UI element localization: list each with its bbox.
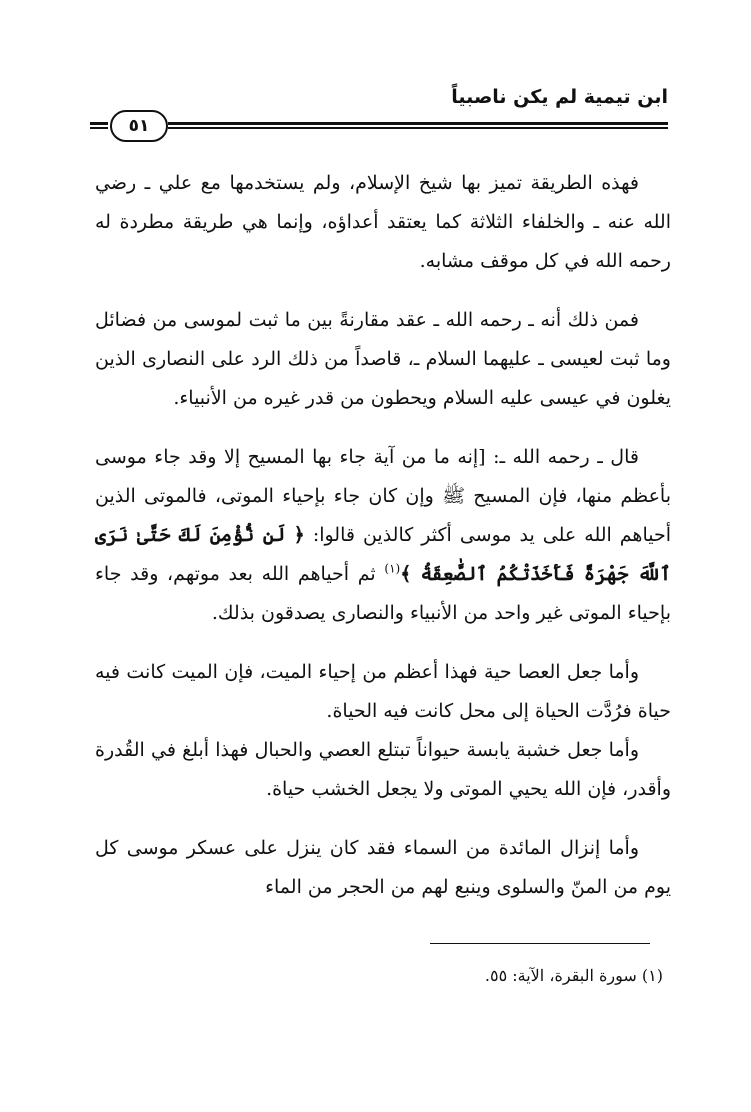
page-header [90,82,668,142]
footnote-marker: (١) [384,561,401,576]
header-rule-thin [168,127,668,129]
quote-intro: قال ـ رحمه الله ـ: [إنه ما من آية جاء بها المسيح إلا وقد جاء موسى بأعظم منها، فإن المسيح ﷺ وإن كان جاء بإحياء الموتى، فالموتى الذين أحياهم الله على يد موسى أكثر كالذين قالوا: [95,446,672,546]
footnote: (١) سورة البقرة، الآية: ٥٥. [484,966,663,985]
paragraph-2: فمن ذلك أنه ـ رحمه الله ـ عقد مقارنةً بين ما ثبت لموسى من فضائل وما ثبت لعيسى ـ عليهما السلام ـ، قاصداً من ذلك الرد على النصارى الذين يغلون في عيسى عليه السلام ويحطون من قدر غيره من الأنبياء. [95,309,671,409]
paragraph-3 [95,438,671,633]
header-rule-left-thin [90,127,108,129]
running-title: ابن تيمية لم يكن ناصبياً [451,86,668,108]
paragraph-1: فهذه الطريقة تميز بها شيخ الإسلام، ولم يستخدمها مع علي ـ رضي الله عنه ـ والخلفاء الثلاثة كما يعتقد أعداؤه، وإنما هي طريقة مطردة له رحمه الله في كل موقف مشابه. [95,172,671,272]
main-text [95,164,671,927]
footnote-separator [430,943,650,944]
page-number: ٥١ [110,110,168,142]
paragraph-5: وأما جعل خشبة يابسة حيواناً تبتلع العصي والحبال فهذا أبلغ في القُدرة وأقدر، فإن الله يحيي الموتى ولا يجعل الخشب حياة. [95,739,671,800]
quran-verse: ﴿ لَن نُّؤْمِنَ لَكَ حَتَّىٰ نَرَى ٱللَّهَ جَهْرَةً فَأَخَذَتْكُمُ ٱلصَّٰعِقَةُ ﴾ [95,524,671,585]
paragraph-6: وأما إنزال المائدة من السماء فقد كان ينزل على عسكر موسى كل يوم من المنّ والسلوى وينبع لهم من الحجر من الماء [95,837,671,898]
quote-continuation: ثم أحياهم الله بعد موتهم، وقد جاء بإحياء الموتى غير واحد من الأنبياء والنصارى يصدقون بذلك. [95,563,671,624]
header-rule-left-thick [90,122,108,125]
paragraph-4: وأما جعل العصا حية فهذا أعظم من إحياء الميت، فإن الميت كانت فيه حياة فرُدَّت الحياة إلى محل كانت فيه الحياة. [95,661,671,722]
header-rule-thick [168,122,668,125]
